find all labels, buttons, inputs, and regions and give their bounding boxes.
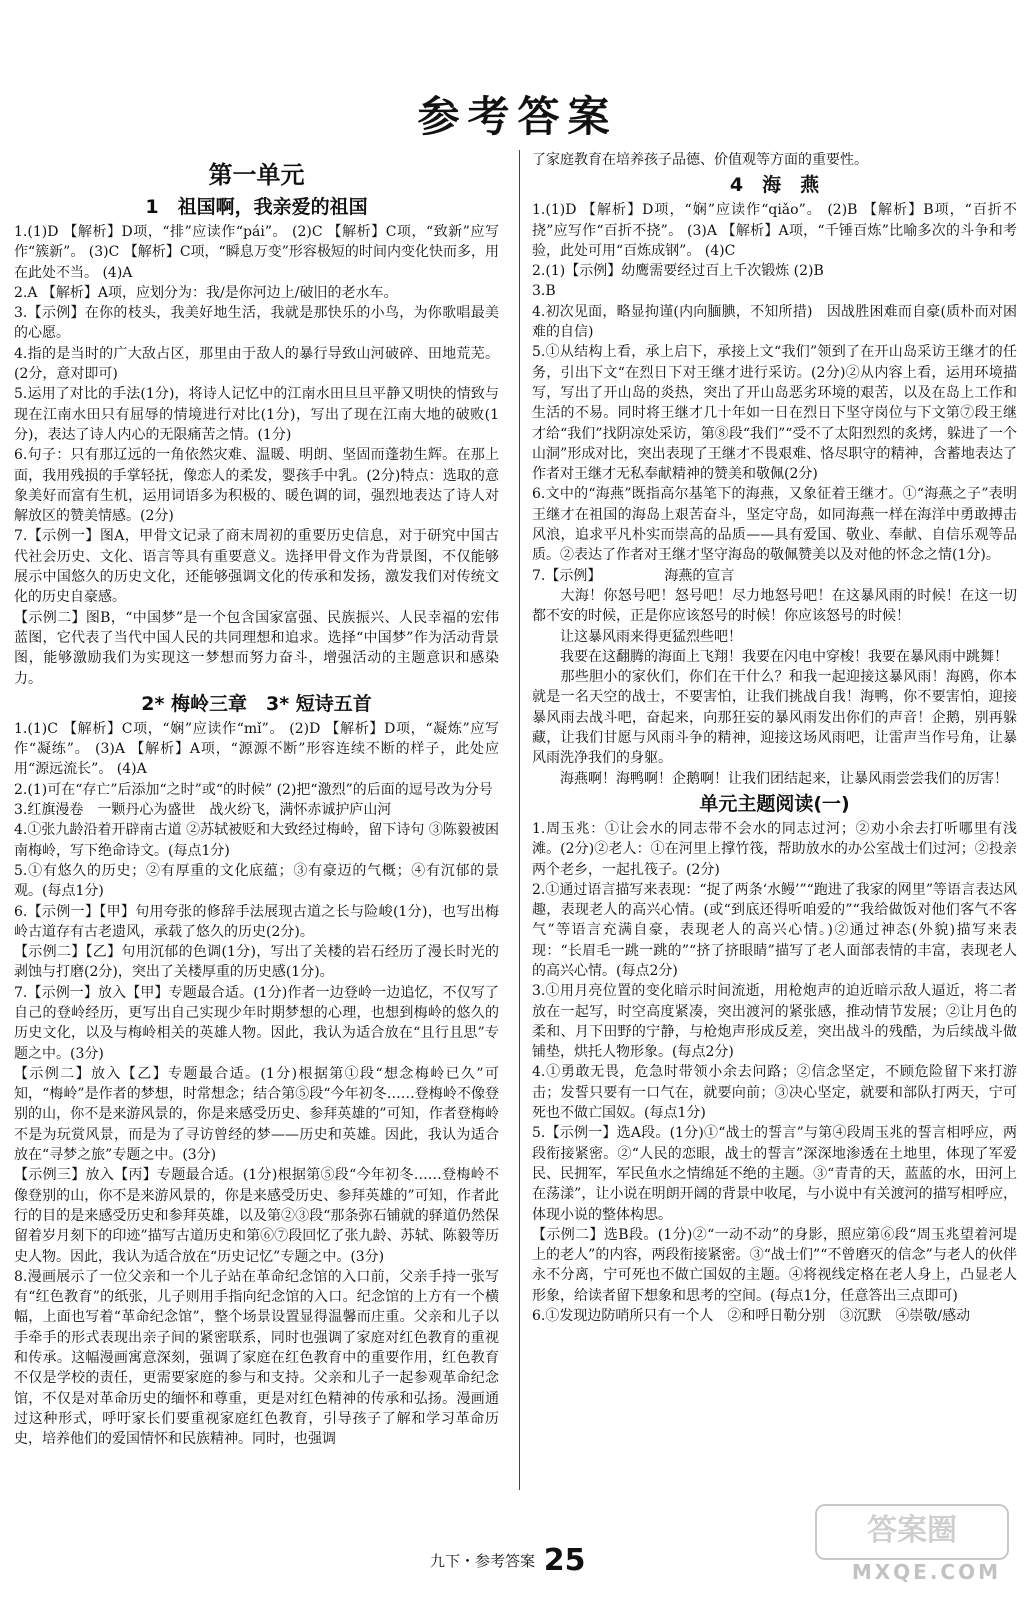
answer-paragraph: 3.①用月亮位置的变化暗示时间流逝，用枪炮声的迫近暗示敌人逼近，将二者放在一起写，时空高度紧凑，突出渡河的紧张感，推动情节发展；②让月色的柔和、月下田野的宁静，与枪炮声形成反差，突出战斗的残酷，为后续战斗做铺垫，烘托人物形象。(每点2分) xyxy=(532,983,1017,1061)
watermark-url: MXQE.COM xyxy=(851,1560,1001,1584)
answer-paragraph: 2.(1)【示例】幼鹰需要经过百上千次锻炼 (2)B xyxy=(532,263,824,280)
lesson-heading: 单元主题阅读(一) xyxy=(699,792,850,815)
answer-paragraph: 4.指的是当时的广大敌占区，那里由于敌人的暴行导致山河破碎、田地荒芜。(2分，意对即可) xyxy=(14,345,499,383)
answer-paragraph: 7.【示例一】图A，甲骨文记录了商末周初的重要历史信息，对于研究中国古代社会历史、文化、语言等具有重要意义。选择甲骨文作为背景图，不仅能够展示中国悠久的历史文化，还能够强调文化的传承和发扬，激发我们对传统文化的历史自豪感。 xyxy=(14,528,499,606)
answer-paragraph: 6.①发现边防哨所只有一个人 ②和呼日勒分别 ③沉默 ④崇敬/感动 xyxy=(532,1308,971,1325)
answer-paragraph: 5.①从结构上看，承上启下，承接上文“我们”领到了在开山岛采访王继才的任务，引出下文“在烈日下对王继才进行采访。(2分)②从内容上看，运用环境描写，写出了开山岛的炎热，突出了开山岛恶劣环境的艰苦，以及在岛上工作和生活的不易。同时将王继才几十年如一日在烈日下坚守岗位与下文第⑦段王继才给“我们”找阴凉处采访，第⑧段“我们”“受不了太阳烈烈的炙烤，躲进了一个山洞”形成对比，突出表现了王继才不畏艰难、恪尽职守的精神，含蓄地表达了作者对王继才无私奉献精神的赞美和敬佩(2分) xyxy=(532,344,1017,483)
answer-paragraph: 海燕啊！海鸭啊！企鹅啊！让我们团结起来，让暴风雨尝尝我们的厉害！ xyxy=(532,770,1008,787)
answer-paragraph: 【示例二】【乙】句用沉郁的色调(1分)，写出了关楼的岩石经历了漫长时光的剥蚀与打磨(2分)，突出了关楼厚重的历史感(1分)。 xyxy=(14,944,499,981)
unit-heading: 第一单元 xyxy=(208,161,305,189)
answer-paragraph: 【示例三】放入【丙】专题最合适。(1分)根据第⑤段“今年初冬……登梅岭不像登别的山，你不是来游风景的，你是来感受历史、参拜英雄的”可知，作者此行的目的是来感受历史和参拜英雄，以及第②③段“那条弥石铺就的驿道仍然保留着岁月刻下的印迹”描写古道历史和第⑥⑦段回忆了张九龄、苏轼、陈毅等历史人物。因此，我认为适合放在“历史记忆”专题之中。(3分) xyxy=(14,1167,499,1265)
answer-paragraph: 8.漫画展示了一位父亲和一个儿子站在革命纪念馆的入口前，父亲手持一张写有“红色教育”的纸张，儿子则用手指向纪念馆的入口。纪念馆的上方有一个横幅，上面也写着“革命纪念馆”，整个场景设置显得温馨而庄重。父亲和儿子以手牵手的形式表现出亲子间的紧密联系，同时也强调了家庭对红色教育的重视和传承。这幅漫画寓意深刻，强调了家庭在红色教育中的重要作用，红色教育不仅是学校的责任，更需要家庭的参与和支持。父亲和儿子一起参观革命纪念馆，不仅是对革命历史的缅怀和尊重，更是对红色精神的传承和弘扬。漫画通过这种形式，呼吁家长们要重视家庭红色教育，引导孩子了解和学习革命历史，培养他们的爱国情怀和民族精神。同时，也强调 xyxy=(14,1268,499,1448)
answer-paragraph: 1.(1)D 【解析】D项，“娴”应读作“qiǎo”。 (2)B 【解析】B项，“百折不挠”应写作“百折不挠”。 (3)A 【解析】A项，“千锤百炼”比喻多次的斗争和考验，此处可用“百炼成钢”。 (4)C xyxy=(532,202,1017,259)
page-footer xyxy=(430,1543,586,1578)
answer-paragraph: 1.周玉兆：①让会水的同志带不会水的同志过河；②劝小余去打听哪里有浅滩。(2分)②老人：①在河里上撑竹筏，帮助放水的办公室战士们过河；②投亲两个老乡，一起扎筏子。(2分) xyxy=(532,820,1017,878)
answer-paragraph: 6.文中的“海燕”既指高尔基笔下的海燕，又象征着王继才。①“海燕之子”表明王继才在祖国的海岛上艰苦奋斗，坚定守岛，如同海燕一样在海洋中勇敢搏击风浪，追求平凡朴实而崇高的品质——具有爱国、敬业、奉献、自信乐观等品质。②表达了作者对王继才坚守海岛的敬佩赞美以及对他的怀念之情(1分)。 xyxy=(532,486,1017,564)
answer-paragraph: 4.①勇敢无畏，危急时带领小余去问路；②信念坚定，不顾危险留下来打游击；发誓只要有一口气在，就要向前；③决心坚定，就要和部队打两天，宁可死也不做亡国奴。(每点1分) xyxy=(532,1064,1017,1122)
column-divider xyxy=(519,150,520,1490)
answer-paragraph: 我要在这翻腾的海面上飞翔！我要在闪电中穿梭！我要在暴风雨中跳舞！ xyxy=(532,648,1008,665)
page-title: 参考答案 xyxy=(417,92,618,141)
answer-paragraph: 大海！你怒号吧！怒号吧！尽力地怒号吧！在这暴风雨的时候！在这一切都不安的时候，正是你应该怒号的时候！你应该怒号的时候！ xyxy=(532,587,1017,625)
answer-paragraph: 3.B xyxy=(532,283,556,300)
answer-paragraph: 【示例二】放入【乙】专题最合适。(1分)根据第①段“想念梅岭已久”可知，“梅岭”是作者的梦想，时常想念；结合第⑤段“今年初冬……登梅岭不像登别的山，你不是来游风景的，你是来感受历史、参拜英雄的”可知，作者登梅岭不是为玩赏风景，而是为了寻访曾经的梦——历史和英雄。因此，我认为适合放在“寻梦之旅”专题之中。(3分) xyxy=(14,1065,499,1164)
right-column xyxy=(532,150,1017,1326)
answer-paragraph: 3.【示例】在你的枝头，我美好地生活，我就是那快乐的小鸟，为你歌唱最美的心愿。 xyxy=(14,305,499,342)
answer-paragraph: 5.【示例一】选A段。(1分)①“战士的誓言”与第④段周玉兆的誓言相呼应，两段衔接紧密。②“人民的恋眼，战士的誓言”深深地渗透在土地里，体现了军爱民、民拥军，军民鱼水之情绵延不绝的主题。③“青青的天，蓝蓝的水，田河上在荡漾”，让小说在明朗开阔的背景中收尾，与小说中有关渡河的描写相呼应，体现小说的整体构思。 xyxy=(532,1125,1017,1223)
answer-paragraph: 了家庭教育在培养孩子品德、价值观等方面的重要性。 xyxy=(532,152,868,168)
answer-paragraph: 3.红旗漫卷 一颗丹心为盛世 战火纷飞，满怀赤诚护庐山河 xyxy=(14,802,392,819)
answer-paragraph: 2.A 【解析】A项，应划分为：我/是你河边上/破旧的老水车。 xyxy=(14,284,398,301)
footer-label: 九下・参考答案 xyxy=(430,1552,536,1570)
lesson-heading: 1 祖国啊，我亲爱的祖国 xyxy=(145,196,368,218)
answer-paragraph: 那些胆小的家伙们，你们在干什么？和我一起迎接这暴风雨！海鸥，你本就是一名天空的战士，不要害怕，让我们挑战自我！海鸭，你不要害怕，迎接暴风雨去战斗吧，奋起来，向那狂妄的暴风雨发出你们的声音！企鹅，别再躲藏，让我们甘愿与风雨斗争的精神，迎接这场风雨吧，让雷声当作号角，让暴风雨洗净我们的身躯。 xyxy=(532,669,1017,767)
answer-paragraph: 4.①张九龄沿着开辟南古道 ②苏轼被贬和大致经过梅岭，留下诗句 ③陈毅被困南梅岭，写下绝命诗文。(每点1分) xyxy=(14,822,499,859)
answer-paragraph: 1.(1)D 【解析】D项，“排”应读作“pái”。 (2)C 【解析】C项，“致新”应写作“簇新”。 (3)C 【解析】C项，“瞬息万变”形容极短的时间内变化快而多，用在此处不当。 (4)A xyxy=(14,224,499,281)
answer-paragraph: 4.初次见面，略显拘谨(内向腼腆，不知所措) 因战胜困难而自豪(质朴而对困难的自信) xyxy=(532,303,1017,341)
answer-paragraph: 6.句子：只有那辽远的一角依然灾难、温暖、明朗、坚固而蓬勃生辉。在那上面，我用残损的手掌轻抚，像恋人的柔发，婴孩手中乳。(2分)特点：选取的意象美好而富有生机，运用词语多为积极的、暖色调的词，强烈地表达了诗人对解放区的赞美情感。(2分) xyxy=(14,447,499,525)
answer-paragraph: 2.①通过语言描写来表现：“捉了两条‘水鳗’”“跑进了我家的网里”等语言表达风趣，表现老人的高兴心情。(或“到底还得听咱爱的”“我给做饭对他们客气不客气”等语言充满自豪，表现老人的高兴心情。)②通过神态(外貌)描写来表现：“长眉毛一跳一跳的”“挤了挤眼睛”描写了老人面部表情的丰富，表现老人的高兴心情。(每点2分) xyxy=(532,881,1017,979)
watermark-logo: 答案圈 xyxy=(815,1504,1009,1560)
left-column xyxy=(14,150,499,1450)
page-number: 25 xyxy=(543,1543,586,1578)
answer-paragraph: 5.①有悠久的历史；②有厚重的文化底蕴；③有豪迈的气概；④有沉郁的景观。(每点1分) xyxy=(14,862,499,900)
answer-paragraph: 6.【示例一】【甲】句用夸张的修辞手法展现古道之长与险峻(1分)，也写出梅岭古道存有古老遗风，承载了悠久的历史(2分)。 xyxy=(14,903,499,940)
watermark xyxy=(819,1504,1009,1584)
answer-paragraph: 让这暴风雨来得更猛烈些吧！ xyxy=(532,628,742,645)
answer-paragraph: 5.运用了对比的手法(1分)，将诗人记忆中的江南水田旦旦平静又明快的情致与现在江南水田只有屈辱的情境进行对比(1分)，写出了现在江南大地的破败(1分)，表达了诗人内心的无限痛苦之情。(1分) xyxy=(14,386,499,443)
lesson-heading: 2* 梅岭三章 3* 短诗五首 xyxy=(141,692,372,715)
answer-paragraph: 7.【示例一】放入【甲】专题最合适。(1分)作者一边登岭一边追忆，不仅写了自己的登岭经历，更写出自己实现少年时期梦想的心理，也想到梅岭的悠久的历史文化，以及与梅岭相关的英雄人物。因此，我认为适合放在“且行且思”专题之中。(3分) xyxy=(14,984,499,1062)
answer-paragraph: 2.(1)可在“存亡”后添加“之时”或“的时候” (2)把“激烈”的后面的逗号改为分号 xyxy=(14,781,493,798)
answer-paragraph: 7.【示例】 海燕的宣言 xyxy=(532,567,735,584)
answer-paragraph: 【示例二】图B，“中国梦”是一个包含国家富强、民族振兴、人民幸福的宏伟蓝图，它代表了当代中国人民的共同理想和追求。选择“中国梦”作为活动背景图，能够激励我们为实现这一梦想而努力奋斗，增强活动的主题意识和感染力。 xyxy=(14,609,499,687)
answer-paragraph: 1.(1)C 【解析】C项，“娴”应读作“mǐ”。 (2)D 【解析】D项，“凝炼”应写作“凝练”。 (3)A 【解析】A项，“源源不断”形容连续不断的样子，此处应用“源远流长”。 (4)A xyxy=(14,720,499,778)
lesson-heading: 4 海 燕 xyxy=(729,174,820,197)
answer-paragraph: 【示例二】选B段。(1分)②“一动不动”的身影，照应第⑥段“周玉兆望着河堤上的老人”的内容，两段衔接紧密。③“战士们”“不曾磨灭的信念”与老人的伙伴永不分离，宁可死也不做亡国奴的主题。④将视线定格在老人身上，凸显老人形象，给读者留下想象和思考的空间。(每点1分，任意答出三点即可) xyxy=(532,1226,1017,1304)
